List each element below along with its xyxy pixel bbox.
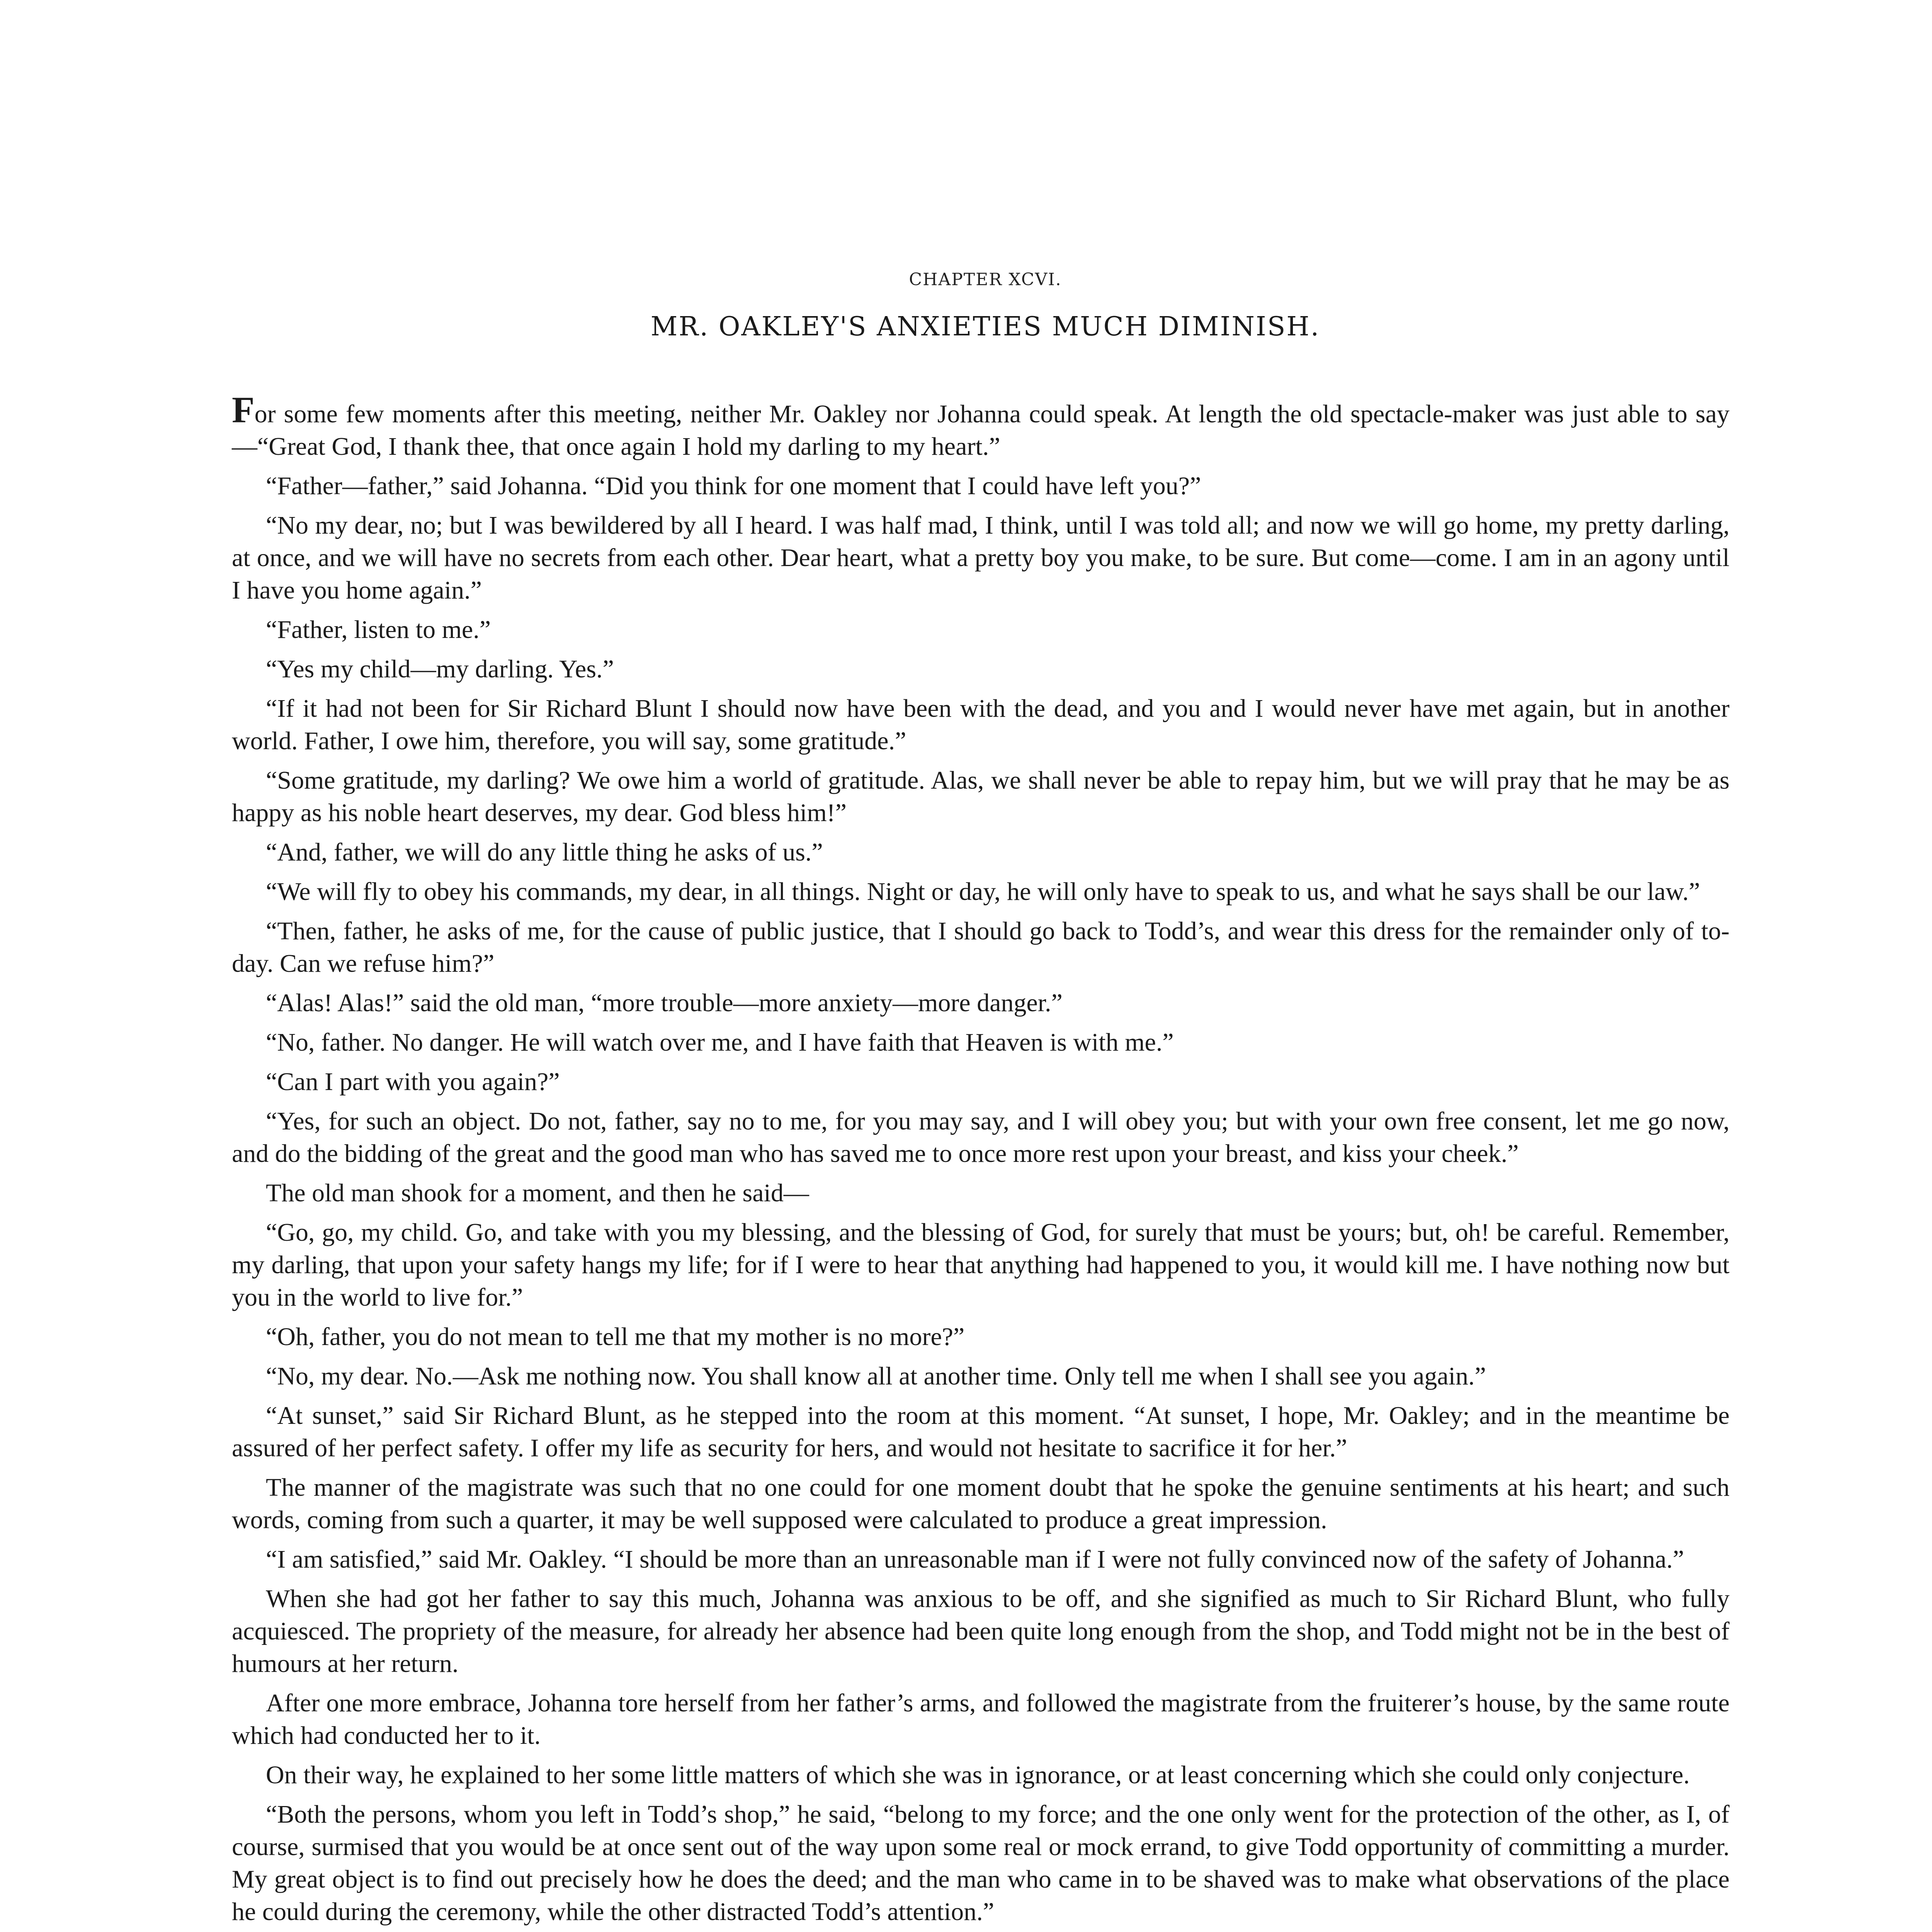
paragraph: “Go, go, my child. Go, and take with you my blessing, and the blessing of God, for surely that must be yours; but, oh! be careful. Remember, my darling, that upon your safety hangs my life; for if I were to hear that anything had happened to you, it would kill me. I have nothing now but you in the world to live for.” <box>232 1218 1730 1311</box>
paragraph: “No, my dear. No.—Ask me nothing now. You shall know all at another time. Only tell me when I shall see you again.” <box>266 1362 1486 1390</box>
paragraph: “Can I part with you again?” <box>266 1068 560 1096</box>
paragraph: “Some gratitude, my darling? We owe him a world of gratitude. Alas, we shall never be able to repay him, but we will pray that he may be as happy as his noble heart deserves, my dear. God bless him!” <box>232 766 1730 827</box>
paragraph: “Father, listen to me.” <box>266 616 491 644</box>
paragraph: When she had got her father to say this much, Johanna was anxious to be off, and she signified as much to Sir Richard Blunt, who fully acquiesced. The propriety of the measure, for already her absence had been quite long enough from the shop, and Todd might not be in the best of humours at her return. <box>232 1585 1730 1678</box>
paragraph: “Father—father,” said Johanna. “Did you think for one moment that I could have left you?” <box>266 472 1201 500</box>
paragraph: “Both the persons, whom you left in Todd’s shop,” he said, “belong to my force; and the one only went for the protection of the other, as I, of course, surmised that you would be at once sent out of the way upon some real or mock errand, to give Todd opportunity of committing a murder. My great object is to find out precisely how he does the deed; and the man who came in to be shaved was to make what observations of the place he could during the ceremony, while the other distracted Todd’s attention.” <box>232 1800 1730 1926</box>
paragraph: “No, father. No danger. He will watch over me, and I have faith that Heaven is with me.” <box>266 1028 1174 1056</box>
chapter-title: MR. OAKLEY'S ANXIETIES MUCH DIMINISH. <box>650 311 1320 342</box>
paragraph-text: or some few moments after this meeting, neither Mr. Oakley nor Johanna could speak. At length the old spectacle-maker was just able to say—“Great God, I thank thee, that once again I hold my darling to my heart.” <box>232 400 1730 461</box>
paragraph: The old man shook for a moment, and then he said— <box>266 1179 809 1207</box>
paragraph: “Alas! Alas!” said the old man, “more trouble—more anxiety—more danger.” <box>266 989 1063 1017</box>
paragraph: “Then, father, he asks of me, for the cause of public justice, that I should go back to Todd’s, and wear this dress for the remainder only of to-day. Can we refuse him?” <box>232 917 1730 978</box>
paragraph <box>232 389 1730 463</box>
chapter-body <box>232 389 1730 1932</box>
paragraph: “Oh, father, you do not mean to tell me that my mother is no more?” <box>266 1323 965 1351</box>
paragraph: On their way, he explained to her some little matters of which she was in ignorance, or at least concerning which she could only conjecture. <box>266 1761 1690 1789</box>
paragraph: “Yes my child—my darling. Yes.” <box>266 655 614 683</box>
paragraph: After one more embrace, Johanna tore herself from her father’s arms, and followed the magistrate from the fruiterer’s house, by the same route which had conducted her to it. <box>232 1689 1730 1750</box>
paragraph: The manner of the magistrate was such that no one could for one moment doubt that he spoke the genuine sentiments at his heart; and such words, coming from such a quarter, it may be well supposed were calculated to produce a great impression. <box>232 1473 1730 1534</box>
paragraph: “And, father, we will do any little thing he asks of us.” <box>266 838 823 866</box>
paragraph: “Yes, for such an object. Do not, father, say no to me, for you may say, and I will obey you; but with your own free consent, let me go now, and do the bidding of the great and the good man who has saved me to once more rest upon your breast, and kiss your cheek.” <box>232 1107 1730 1168</box>
paragraph: “At sunset,” said Sir Richard Blunt, as he stepped into the room at this moment. “At sunset, I hope, Mr. Oakley; and in the meantime be assured of her perfect safety. I offer my life as security for hers, and would not hesitate to sacrifice it for her.” <box>232 1401 1730 1462</box>
paragraph: “No my dear, no; but I was bewildered by all I heard. I was half mad, I think, until I was told all; and now we will go home, my pretty darling, at once, and we will have no secrets from each other. Dear heart, what a pretty boy you make, to be sure. But come—come. I am in an agony until I have you home again.” <box>232 511 1730 604</box>
initial-letter: F <box>232 389 255 430</box>
paragraph: “If it had not been for Sir Richard Blunt I should now have been with the dead, and you and I would never have met again, but in another world. Father, I owe him, therefore, you will say, some gratitude.” <box>232 694 1730 755</box>
paragraph: “We will fly to obey his commands, my dear, in all things. Night or day, he will only have to speak to us, and what he says shall be our law.” <box>266 878 1700 906</box>
paragraph: “I am satisfied,” said Mr. Oakley. “I should be more than an unreasonable man if I were not fully convinced now of the safety of Johanna.” <box>266 1545 1684 1573</box>
chapter-number: CHAPTER XCVI. <box>909 270 1062 289</box>
